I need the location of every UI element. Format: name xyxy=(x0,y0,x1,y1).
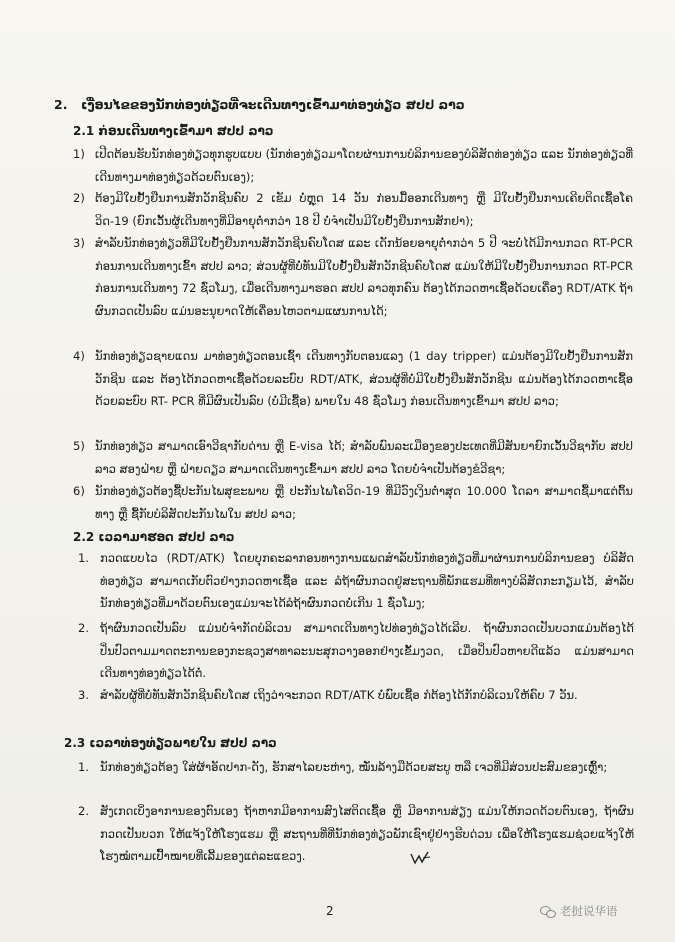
item-text: ນັກທ່ອງທ່ຽວຊາຍແດນ ມາທ່ອງທ່ຽວຕອນເຊົ້າ ເດີນທາງກັບຕອນແລງ (1 day tripper) ແມ່ນຕ້ອງມີໃບຢັ້ງຢືນການສັກວັກຊີນ ແລະ ຕ້ອງໄດ້ກວດຫາເຊື້ອດ້ວຍລະບົບ RDT/ATK, ສ່ວນຜູ້ທີ່ບໍ່ມີໃບຢັ້ງຢືນສັກວັກຊີນ ແມ່ນຕ້ອງໄດ້ກວດຫາເຊື້ອດ້ວຍລະບົບ RT- PCR ທີ່ມີຜົນເປັນລົບ (ບໍ່ມີເຊື້ອ) ພາຍໃນ 48 ຊົ່ວໂມງ ກ່ອນເດີນທາງເຂົ້າມາ ສປປ ລາວ; xyxy=(95,349,633,408)
list-item xyxy=(78,756,634,779)
item-text: ເປີດຕ້ອນຮັບນັກທ່ອງທ່ຽວທຸກຮູບແບບ (ນັກທ່ອງທ່ຽວມາໂດຍຜ່ານການບໍລິການຂອງບໍລິສັດທ່ອງທ່ຽວ ແລະ ນັກທ່ອງທ່ຽວທີ່ເດີນທາງມາທ່ອງທ່ຽວດ້ວຍຕົນເອງ); xyxy=(95,147,633,184)
list-item xyxy=(78,684,634,707)
item-number: 1. xyxy=(78,551,89,565)
chat-bubbles-icon xyxy=(540,905,556,917)
item-number: 2. xyxy=(78,621,89,635)
item-number: 1. xyxy=(78,760,89,774)
item-text: ສຳລັບນັກທ່ອງທ່ຽວທີ່ມີໃບຢັ້ງຢືນການສັກວັກຊີນຄົບໂດສ ແລະ ເດັກນ້ອຍອາຍຸຕໍ່າກວ່າ 5 ປີ ຈະບໍ່ໄດ້ມີການກວດ RT-PCR ກ່ອນການເດີນທາງເຂົ້າ ສປປ ລາວ; ສ່ວນຜູ້ທີ່ບໍ່ທັນມີໃບຢັ້ງຢືນສັກວັກຊີນຄົບໂດສ ແມ່ນໃຫ້ມີໃບຢັ້ງຢືນການກວດ RT-PCR ກ່ອນການເດີນທາງ 72 ຊົ່ວໂມງ, ເມື່ອເດີນທາງມາຮອດ ສປປ ລາວທຸກຄົນ ຕ້ອງໄດ້ກວດຫາເຊື້ອດ້ວຍເຄື່ອງ RDT/ATK ຖ້າຜົນກວດເປັນລົບ ແມ່ນອະນຸຍາດໃຫ້ເຄື່ອນໄຫວຕາມແຜນການໄດ້; xyxy=(95,236,633,318)
item-number: 1) xyxy=(73,147,85,161)
item-text: ນັກທ່ອງທ່ຽວ ສາມາດເອົາວີຊາກັບດ່ານ ຫຼື E-visa ໄດ້; ສຳລັບພົນລະເມືອງຂອງປະເທດທີ່ມີສັນຍາຍົກເວັ້ນວີຊາກັບ ສປປ ລາວ ສອງຝ່າຍ ຫຼື ຝ່າຍດຽວ ສາມາດເດີນທາງເຂົ້າມາ ສປປ ລາວ ໂດຍບໍ່ຈຳເປັນຕ້ອງຂໍວີຊາ; xyxy=(95,439,633,476)
subsection-2-3-title: 2.3 ເວລາທ່ອງທ່ຽວພາຍໃນ ສປປ ລາວ xyxy=(64,736,277,750)
item-text: ນັກທ່ອງທ່ຽວຕ້ອງ ໃສ່ຜ້າອັດປາກ-ດັງ, ຮັກສາໄລຍະຫ່າງ, ໝັ່ນລ້າງມືດ້ວຍສະບູ ຫລື ເຈວທີ່ມີສ່ວນປະສົມຂອງເຫຼົ້າ; xyxy=(100,760,608,774)
item-text: ນັກທ່ອງທ່ຽວຕ້ອງຊື້ປະກັນໄພສຸຂະພາບ ຫຼື ປະກັນໄພໂຄວິດ-19 ທີ່ມີວົງເງິນຕໍ່າສຸດ 10.000 ໂດລາ ສາມາດຊື້ມາແຕ່ຕົ້ນທາງ ຫຼື ຊື້ກັບບໍລິສັດປະກັນໄພໃນ ສປປ ລາວ; xyxy=(95,484,633,521)
item-number: 3. xyxy=(78,688,89,702)
section-heading xyxy=(54,97,465,112)
item-text: ສັງເກດເບິ່ງອາການຂອງຕົນເອງ ຖ້າຫາກມີອາການສົງໄສຕິດເຊື້ອ ຫຼື ມີອາການສ່ຽງ ແມ່ນໃຫ້ກວດດ້ວຍຕົນເອງ, ຖ້າຜົນກວດເປັນບວກ ໃຫ້ແຈ້ງໃຫ້ໂຮງແຮມ ຫຼື ສະຖານທີ່ທີ່ນັກທ່ອງທ່ຽວພັກເຊົາຢູ່ຢ່າງຮີບດ່ວນ ເພື່ອໃຫ້ໂຮງແຮມຊ່ວຍແຈ້ງໃຫ້ໂຮງໝໍຕາມເປົ້າໝາຍທີ່ເລີ້ມຂອງແຕ່ລະແຂວງ. xyxy=(100,804,634,863)
item-number: 2. xyxy=(78,804,89,818)
list-item xyxy=(73,480,633,525)
list-item xyxy=(78,617,634,685)
subsection-2-1-title: 2.1 ກ່ອນເດີນທາງເຂົ້າມາ ສປປ ລາວ xyxy=(73,124,274,138)
list-item xyxy=(73,435,633,480)
item-number: 6) xyxy=(73,484,85,498)
list-item xyxy=(73,143,633,188)
item-text: ຕ້ອງມີໃບຢັ້ງຢືນການສັກວັກຊີນຄົບ 2 ເຂັມ ບໍ່ຫຼຸດ 14 ວັນ ກ່ອນມື້ອອກເດີນທາງ ຫຼື ມີໃບຢັ້ງຢືນການເຄີຍຕິດເຊື້ອໂຄວິດ-19 (ຍົກເວັ້ນຜູ້ເດີນທາງທີ່ມີອາຍຸຕໍ່າກວ່າ 18 ປີ ບໍ່ຈຳເປັນມີໃບຢັ້ງຢືນການສັກຢາ); xyxy=(95,191,633,228)
section-title: ເງື່ອນໄຂຂອງນັກທ່ອງທ່ຽວທີ່ຈະເດີນທາງເຂົ້າມາທ່ອງທ່ຽວ ສປປ ລາວ xyxy=(81,97,465,112)
handwritten-initial-mark xyxy=(409,850,431,866)
item-text: ສຳລັບຜູ້ທີ່ບໍ່ທັນສັກວັກຊີນຄົບໂດສ ເຖິງວ່າຈະກວດ RDT/ATK ບໍ່ພົບເຊື້ອ ກໍຕ້ອງໄດ້ກັກບໍລິເວນໃຫ້ຄົບ 7 ວັນ. xyxy=(100,688,578,702)
item-text: ຖ້າຜົນກວດເປັນລົບ ແມ່ນບໍ່ຈຳກັດບໍລິເວນ ສາມາດເດີນທາງໄປທ່ອງທ່ຽວໄດ້ເລີຍ. ຖ້າຜົນກວດເປັນບວກແມ່ນຕ້ອງໄດ້ປິ່ນປົວຕາມມາດຕະການຂອງກະຊວງສາທາລະນະສຸກວາງອອກຢ່າງເຂັ້ມງວດ, ເມື່ອປິ່ນປົວຫາຍດີແລ້ວ ແມ່ນສາມາດເດີນທາງທ່ອງທ່ຽວໄດ້ຕໍ່. xyxy=(100,621,634,680)
watermark xyxy=(540,903,618,919)
item-number: 2) xyxy=(73,191,85,205)
list-item xyxy=(73,232,633,322)
list-item xyxy=(73,187,633,232)
section-number: 2. xyxy=(54,97,68,112)
item-number: 3) xyxy=(73,236,85,250)
item-number: 5) xyxy=(73,439,85,453)
list-item xyxy=(78,800,634,868)
item-number: 4) xyxy=(73,349,85,363)
watermark-text: 老挝说华语 xyxy=(560,904,618,918)
page-number: 2 xyxy=(326,904,334,918)
subsection-2-2-title: 2.2 ເວລາມາຮອດ ສປປ ລາວ xyxy=(73,530,235,544)
list-item xyxy=(73,345,633,413)
item-text: ກວດແບບໄວ (RDT/ATK) ໂດຍບຸກຄະລາກອນທາງການແພດສຳລັບນັກທ່ອງທ່ຽວທີ່ມາຜ່ານການບໍລິການຂອງ ບໍລິສັດທ່ອງທ່ຽວ ສາມາດເກັບຕົວຢ່າງກວດຫາເຊື້ອ ແລະ ລໍຖ້າຜົນກວດຢູ່ສະຖານທີ່ພັກແຮມທີ່ທາງບໍລິສັດກະກຽມໄວ້, ສຳລັບນັກທ່ອງທ່ຽວທີ່ມາດ້ວຍຕົນເອງແມ່ນຈະໄດ້ລໍຖ້າຜົນກວດບໍ່ເກີນ 1 ຊົ່ວໂມງ; xyxy=(100,551,634,610)
list-item xyxy=(78,547,634,615)
